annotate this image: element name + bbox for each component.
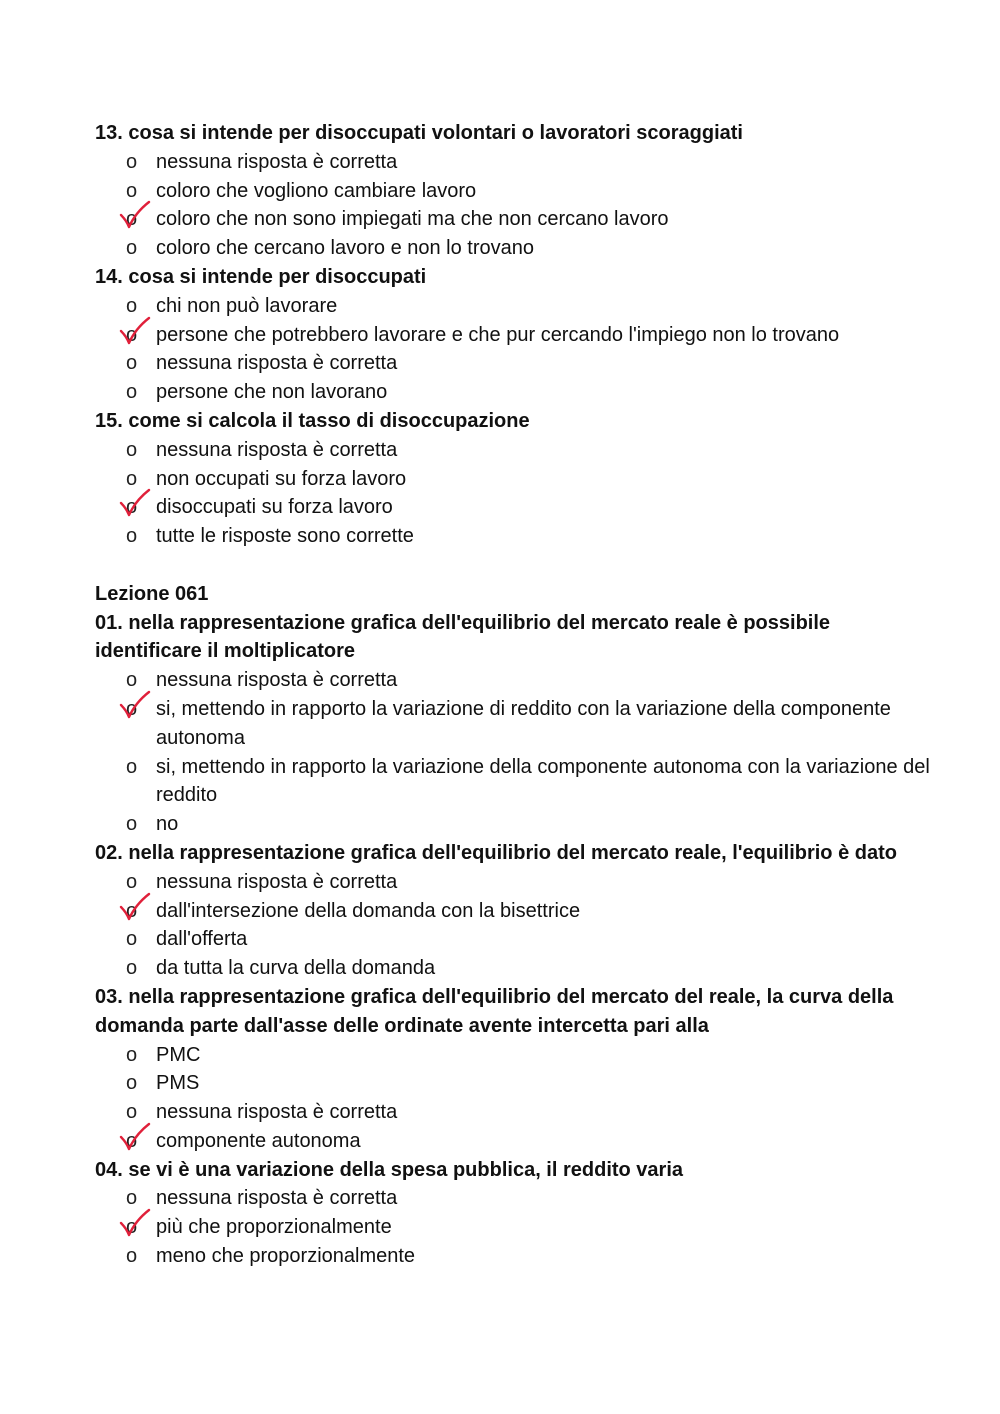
bullet-circle-icon: o xyxy=(126,208,138,231)
question-text: 02. nella rappresentazione grafica dell'equilibrio del mercato reale, l'equilibrio è dato xyxy=(95,841,897,864)
options-list xyxy=(95,148,935,263)
bullet-circle-icon: o xyxy=(126,1043,138,1066)
answer-option xyxy=(95,954,935,983)
answer-option xyxy=(95,1184,935,1213)
bullet-circle-icon: o xyxy=(126,294,138,317)
red-checkmark-icon xyxy=(118,689,152,721)
answer-option xyxy=(95,349,935,378)
bullet-circle-icon: o xyxy=(126,438,138,461)
bullet-circle-icon: o xyxy=(126,899,138,922)
answer-option-correct xyxy=(95,695,935,753)
options-list xyxy=(95,1041,935,1156)
option-text: persone che potrebbero lavorare e che pur cercando l'impiego non lo trovano xyxy=(156,323,840,346)
answer-option xyxy=(95,1242,935,1271)
answer-option xyxy=(95,292,935,321)
bullet-circle-icon: o xyxy=(126,669,138,692)
quiz-content xyxy=(95,119,935,1271)
answer-option xyxy=(95,925,935,954)
answer-option xyxy=(95,177,935,206)
options-list xyxy=(95,436,935,551)
answer-option-correct xyxy=(95,1213,935,1242)
bullet-circle-icon: o xyxy=(126,150,138,173)
question-block xyxy=(95,839,935,983)
bullet-circle-icon: o xyxy=(126,496,138,519)
answer-option xyxy=(95,234,935,263)
quiz-section xyxy=(95,119,935,551)
checkmark-stroke xyxy=(121,490,149,515)
option-text: si, mettendo in rapporto la variazione della componente autonoma con la variazione del reddito xyxy=(156,755,930,807)
bullet-circle-icon: o xyxy=(126,1072,138,1095)
bullet-circle-icon: o xyxy=(126,813,138,836)
question-block xyxy=(95,119,935,263)
bullet-circle-icon: o xyxy=(126,1187,138,1210)
option-text: nessuna risposta è corretta xyxy=(156,150,398,173)
red-checkmark-icon xyxy=(118,1121,152,1153)
option-text: coloro che vogliono cambiare lavoro xyxy=(156,179,477,202)
option-text: persone che non lavorano xyxy=(156,381,388,404)
option-text: chi non può lavorare xyxy=(156,294,338,317)
question-text: 03. nella rappresentazione grafica dell'equilibrio del mercato del reale, la curva della domanda parte dall'asse delle ordinate avente intercetta pari alla xyxy=(95,985,894,1037)
answer-option xyxy=(95,868,935,897)
option-text: nessuna risposta è corretta xyxy=(156,1187,398,1210)
bullet-circle-icon: o xyxy=(126,1101,138,1124)
answer-option xyxy=(95,148,935,177)
answer-option xyxy=(95,666,935,695)
answer-option xyxy=(95,810,935,839)
option-text: dall'offerta xyxy=(156,928,248,951)
checkmark-stroke xyxy=(121,1124,149,1149)
option-text: PMC xyxy=(156,1043,201,1066)
bullet-circle-icon: o xyxy=(126,467,138,490)
option-text: no xyxy=(156,813,179,836)
option-text: nessuna risposta è corretta xyxy=(156,1101,398,1124)
question-text: 13. cosa si intende per disoccupati volontari o lavoratori scoraggiati xyxy=(95,122,743,144)
answer-option-correct xyxy=(95,321,935,350)
red-checkmark-icon xyxy=(118,487,152,519)
quiz-section xyxy=(95,580,935,1271)
bullet-circle-icon: o xyxy=(126,928,138,951)
option-text: dall'intersezione della domanda con la bisettrice xyxy=(156,899,581,922)
answer-option xyxy=(95,465,935,494)
question-text: 14. cosa si intende per disoccupati xyxy=(95,265,427,288)
option-text: più che proporzionalmente xyxy=(156,1216,392,1239)
option-text: disoccupati su forza lavoro xyxy=(156,496,393,519)
option-text: componente autonoma xyxy=(156,1129,361,1152)
bullet-circle-icon: o xyxy=(126,381,138,404)
red-checkmark-icon xyxy=(118,315,152,347)
bullet-circle-icon: o xyxy=(126,179,138,202)
checkmark-stroke xyxy=(121,1210,149,1235)
options-list xyxy=(95,292,935,407)
answer-option xyxy=(95,1041,935,1070)
answer-option xyxy=(95,436,935,465)
red-checkmark-icon xyxy=(118,1207,152,1239)
options-list xyxy=(95,666,935,839)
answer-option-correct xyxy=(95,897,935,926)
options-list xyxy=(95,1184,935,1270)
question-block xyxy=(95,609,935,839)
option-text: nessuna risposta è corretta xyxy=(156,870,398,893)
red-checkmark-icon xyxy=(118,891,152,923)
question-text: 01. nella rappresentazione grafica dell'equilibrio del mercato reale è possibile identificare il moltiplicatore xyxy=(95,611,831,663)
options-list xyxy=(95,868,935,983)
question-text: 04. se vi è una variazione della spesa pubblica, il reddito varia xyxy=(95,1158,684,1181)
option-text: da tutta la curva della domanda xyxy=(156,957,436,980)
option-text: si, mettendo in rapporto la variazione di reddito con la variazione della componente autonoma xyxy=(156,697,891,749)
answer-option xyxy=(95,1098,935,1127)
bullet-circle-icon: o xyxy=(126,957,138,980)
option-text: coloro che non sono impiegati ma che non cercano lavoro xyxy=(156,208,669,231)
checkmark-stroke xyxy=(121,318,149,343)
question-block xyxy=(95,263,935,407)
option-text: non occupati su forza lavoro xyxy=(156,467,407,490)
checkmark-stroke xyxy=(121,894,149,919)
question-block xyxy=(95,1156,935,1271)
question-text: 15. come si calcola il tasso di disoccupazione xyxy=(95,409,530,432)
answer-option-correct xyxy=(95,493,935,522)
red-checkmark-icon xyxy=(118,199,152,231)
lesson-heading: Lezione 061 xyxy=(95,582,209,605)
option-text: coloro che cercano lavoro e non lo trovano xyxy=(156,237,535,260)
answer-option xyxy=(95,378,935,407)
bullet-circle-icon: o xyxy=(126,1245,138,1268)
answer-option-correct xyxy=(95,205,935,234)
bullet-circle-icon: o xyxy=(126,352,138,375)
answer-option-correct xyxy=(95,1127,935,1156)
option-text: PMS xyxy=(156,1072,200,1095)
answer-option xyxy=(95,1069,935,1098)
bullet-circle-icon: o xyxy=(126,755,138,778)
bullet-circle-icon: o xyxy=(126,1216,138,1239)
bullet-circle-icon: o xyxy=(126,1129,138,1152)
checkmark-stroke xyxy=(121,202,149,227)
answer-option xyxy=(95,522,935,551)
question-block xyxy=(95,983,935,1156)
option-text: nessuna risposta è corretta xyxy=(156,438,398,461)
bullet-circle-icon: o xyxy=(126,870,138,893)
option-text: tutte le risposte sono corrette xyxy=(156,525,414,548)
bullet-circle-icon: o xyxy=(126,697,138,720)
option-text: nessuna risposta è corretta xyxy=(156,352,398,375)
bullet-circle-icon: o xyxy=(126,525,138,548)
checkmark-stroke xyxy=(121,692,149,717)
bullet-circle-icon: o xyxy=(126,323,138,346)
bullet-circle-icon: o xyxy=(126,237,138,260)
question-block xyxy=(95,407,935,551)
option-text: meno che proporzionalmente xyxy=(156,1245,416,1268)
option-text: nessuna risposta è corretta xyxy=(156,669,398,692)
answer-option xyxy=(95,753,935,811)
